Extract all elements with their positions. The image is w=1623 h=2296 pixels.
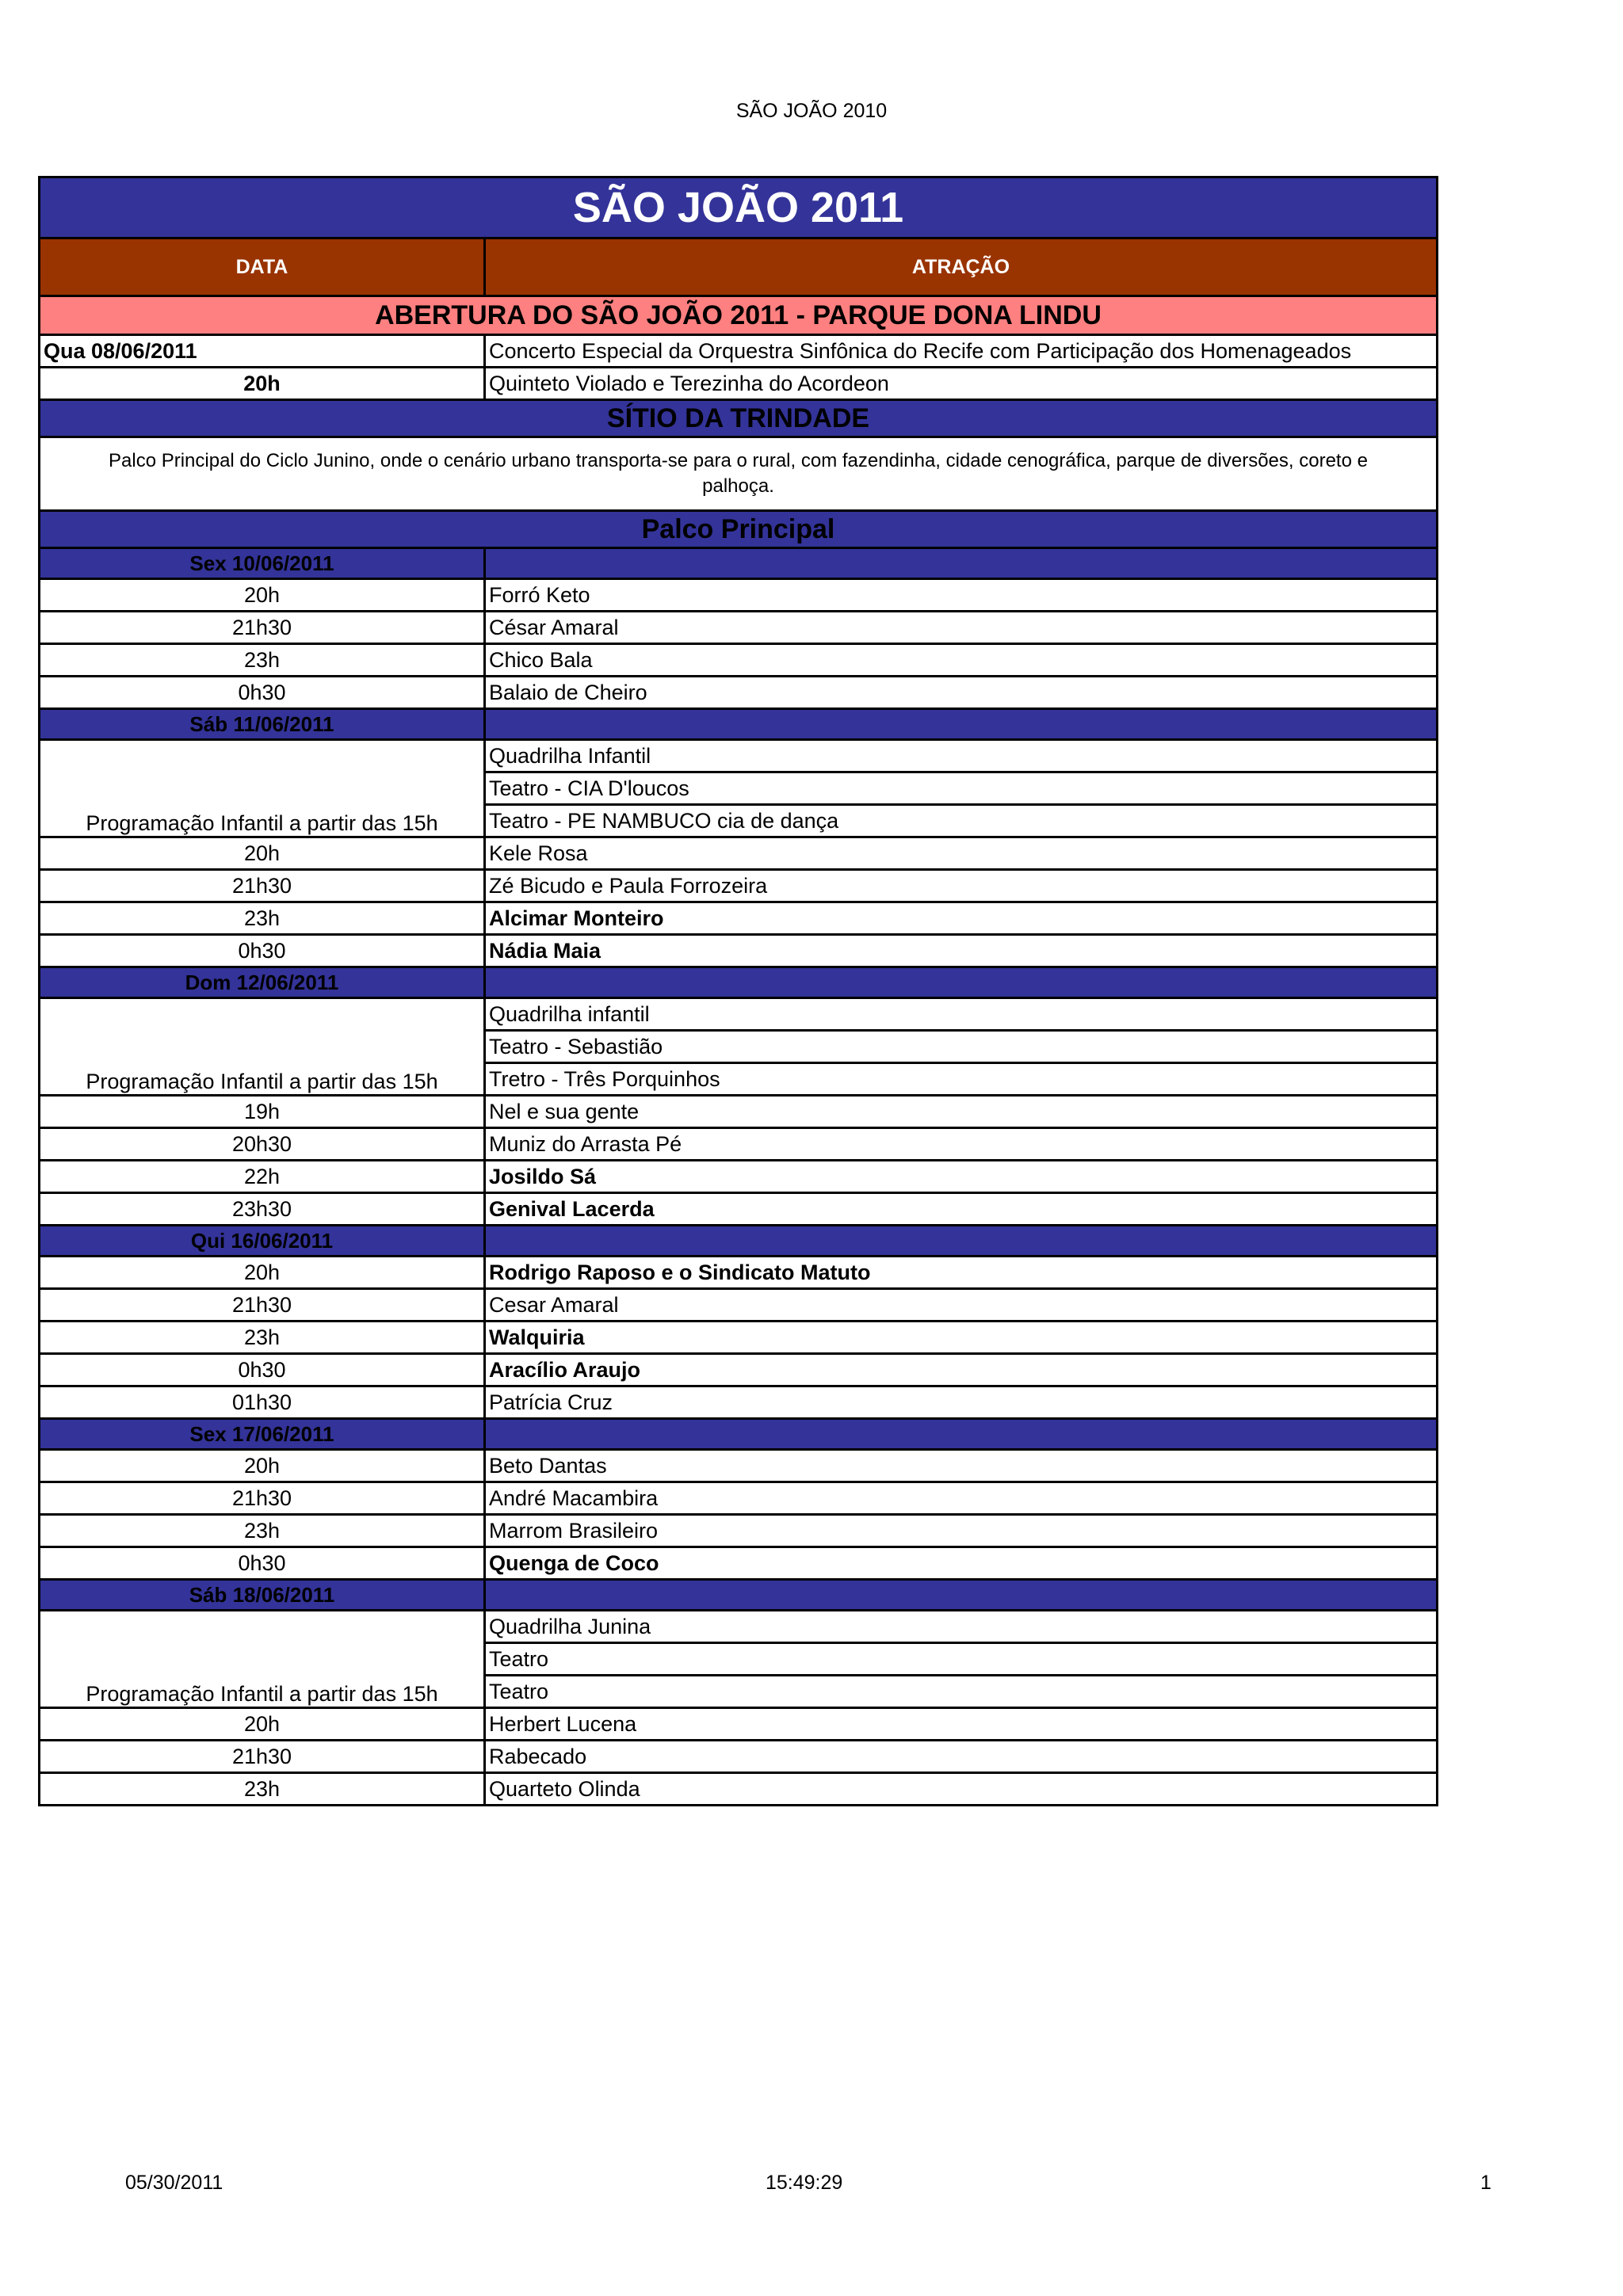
show-time: 21h30 (40, 1289, 485, 1322)
opening-section-row (40, 296, 1438, 335)
table-row (40, 1386, 1438, 1419)
show-time: 20h (40, 579, 485, 612)
children-act: Quadrilha infantil (485, 998, 1438, 1031)
children-act: Tretro - Três Porquinhos (485, 1063, 1438, 1096)
show-time: 01h30 (40, 1386, 485, 1419)
show-act: Muniz do Arrasta Pé (485, 1128, 1438, 1161)
opening-act: Quinteto Violado e Terezinha do Acordeon (485, 368, 1438, 400)
table-row (40, 998, 1438, 1031)
day-header-empty-cell (485, 1580, 1438, 1611)
show-time: 20h (40, 837, 485, 870)
children-act: Teatro - CIA D'loucos (485, 772, 1438, 805)
show-time: 0h30 (40, 1354, 485, 1386)
children-program-label: Programação Infantil a partir das 15h (40, 1611, 485, 1708)
schedule-table (38, 176, 1438, 1806)
show-time: 21h30 (40, 1741, 485, 1773)
table-row (40, 1741, 1438, 1773)
day-date: Dom 12/06/2011 (40, 967, 485, 998)
table-row (40, 612, 1438, 644)
footer-time: 15:49:29 (766, 2172, 843, 2194)
table-row (40, 579, 1438, 612)
show-act: Zé Bicudo e Paula Forrozeira (485, 870, 1438, 902)
show-act: Beto Dantas (485, 1450, 1438, 1482)
opening-time: 20h (40, 368, 485, 400)
stage-title: Palco Principal (40, 511, 1438, 548)
show-time: 21h30 (40, 870, 485, 902)
table-row (40, 644, 1438, 677)
show-act: Forró Keto (485, 579, 1438, 612)
venue-description-row (40, 437, 1438, 511)
show-act: Walquiria (485, 1322, 1438, 1354)
show-act: Cesar Amaral (485, 1289, 1438, 1322)
day-header-row (40, 709, 1438, 740)
title-row (40, 177, 1438, 238)
show-act: Quarteto Olinda (485, 1773, 1438, 1806)
show-time: 23h30 (40, 1193, 485, 1226)
table-row (40, 740, 1438, 772)
day-header-empty-cell (485, 1226, 1438, 1257)
show-act: Patrícia Cruz (485, 1386, 1438, 1419)
day-header-empty-cell (485, 548, 1438, 579)
day-date: Sáb 11/06/2011 (40, 709, 485, 740)
day-date: Sex 10/06/2011 (40, 548, 485, 579)
show-act: Marrom Brasileiro (485, 1515, 1438, 1547)
sheet-title: SÃO JOÃO 2011 (40, 177, 1438, 238)
venue-description: Palco Principal do Ciclo Junino, onde o cenário urbano transporta-se para o rural, com fazendinha, cidade cenográfica, parque de diversões, coreto e palhoça. (40, 437, 1438, 511)
children-act: Teatro (485, 1676, 1438, 1708)
day-date: Sex 17/06/2011 (40, 1419, 485, 1450)
table-row (40, 1193, 1438, 1226)
show-time: 20h30 (40, 1128, 485, 1161)
show-act: Nádia Maia (485, 935, 1438, 967)
children-act: Teatro - PE NAMBUCO cia de dança (485, 805, 1438, 837)
table-row (40, 1354, 1438, 1386)
opening-date: Qua 08/06/2011 (40, 335, 485, 368)
day-date: Qui 16/06/2011 (40, 1226, 485, 1257)
footer-date: 05/30/2011 (125, 2172, 223, 2194)
table-row (40, 677, 1438, 709)
table-row (40, 1257, 1438, 1289)
opening-title: ABERTURA DO SÃO JOÃO 2011 - PARQUE DONA LINDU (40, 296, 1438, 335)
show-time: 20h (40, 1708, 485, 1741)
stage-section-row (40, 511, 1438, 548)
show-time: 23h (40, 902, 485, 935)
children-act: Quadrilha Junina (485, 1611, 1438, 1643)
table-row (40, 1482, 1438, 1515)
show-act: Genival Lacerda (485, 1193, 1438, 1226)
show-time: 23h (40, 644, 485, 677)
show-time: 20h (40, 1257, 485, 1289)
show-time: 0h30 (40, 935, 485, 967)
show-act: Rabecado (485, 1741, 1438, 1773)
day-header-empty-cell (485, 967, 1438, 998)
footer-page-number: 1 (1480, 2172, 1491, 2194)
table-row (40, 1289, 1438, 1322)
column-header-row (40, 238, 1438, 296)
day-header-row (40, 967, 1438, 998)
table-row (40, 1322, 1438, 1354)
show-time: 21h30 (40, 612, 485, 644)
table-row (40, 1611, 1438, 1643)
table-row (40, 335, 1438, 368)
show-act: Herbert Lucena (485, 1708, 1438, 1741)
day-header-row (40, 1226, 1438, 1257)
column-header-attraction: ATRAÇÃO (485, 238, 1438, 296)
show-act: Balaio de Cheiro (485, 677, 1438, 709)
venue-title: SÍTIO DA TRINDADE (40, 400, 1438, 437)
show-time: 20h (40, 1450, 485, 1482)
day-header-row (40, 548, 1438, 579)
table-row (40, 1161, 1438, 1193)
day-header-row (40, 1580, 1438, 1611)
show-act: Aracílio Araujo (485, 1354, 1438, 1386)
table-row (40, 902, 1438, 935)
children-act: Quadrilha Infantil (485, 740, 1438, 772)
table-row (40, 870, 1438, 902)
table-row (40, 1128, 1438, 1161)
table-row (40, 1450, 1438, 1482)
show-act: Rodrigo Raposo e o Sindicato Matuto (485, 1257, 1438, 1289)
opening-act: Concerto Especial da Orquestra Sinfônica do Recife com Participação dos Homenageados (485, 335, 1438, 368)
table-row (40, 1547, 1438, 1580)
show-time: 0h30 (40, 1547, 485, 1580)
day-header-row (40, 1419, 1438, 1450)
venue-section-row (40, 400, 1438, 437)
table-row (40, 1773, 1438, 1806)
table-row (40, 368, 1438, 400)
show-act: Josildo Sá (485, 1161, 1438, 1193)
show-act: César Amaral (485, 612, 1438, 644)
table-row (40, 837, 1438, 870)
table-row (40, 1096, 1438, 1128)
children-program-label: Programação Infantil a partir das 15h (40, 740, 485, 837)
show-time: 0h30 (40, 677, 485, 709)
children-program-label: Programação Infantil a partir das 15h (40, 998, 485, 1096)
show-act: Kele Rosa (485, 837, 1438, 870)
column-header-date: DATA (40, 238, 485, 296)
show-time: 19h (40, 1096, 485, 1128)
show-time: 21h30 (40, 1482, 485, 1515)
show-time: 23h (40, 1322, 485, 1354)
show-act: Quenga de Coco (485, 1547, 1438, 1580)
show-time: 23h (40, 1773, 485, 1806)
show-act: Chico Bala (485, 644, 1438, 677)
show-act: Nel e sua gente (485, 1096, 1438, 1128)
show-time: 22h (40, 1161, 485, 1193)
table-row (40, 1515, 1438, 1547)
day-header-empty-cell (485, 1419, 1438, 1450)
children-act: Teatro - Sebastião (485, 1031, 1438, 1063)
table-row (40, 935, 1438, 967)
page-header: SÃO JOÃO 2010 (735, 100, 888, 122)
show-act: Alcimar Monteiro (485, 902, 1438, 935)
day-header-empty-cell (485, 709, 1438, 740)
day-date: Sáb 18/06/2011 (40, 1580, 485, 1611)
show-time: 23h (40, 1515, 485, 1547)
children-act: Teatro (485, 1643, 1438, 1676)
show-act: André Macambira (485, 1482, 1438, 1515)
table-row (40, 1708, 1438, 1741)
